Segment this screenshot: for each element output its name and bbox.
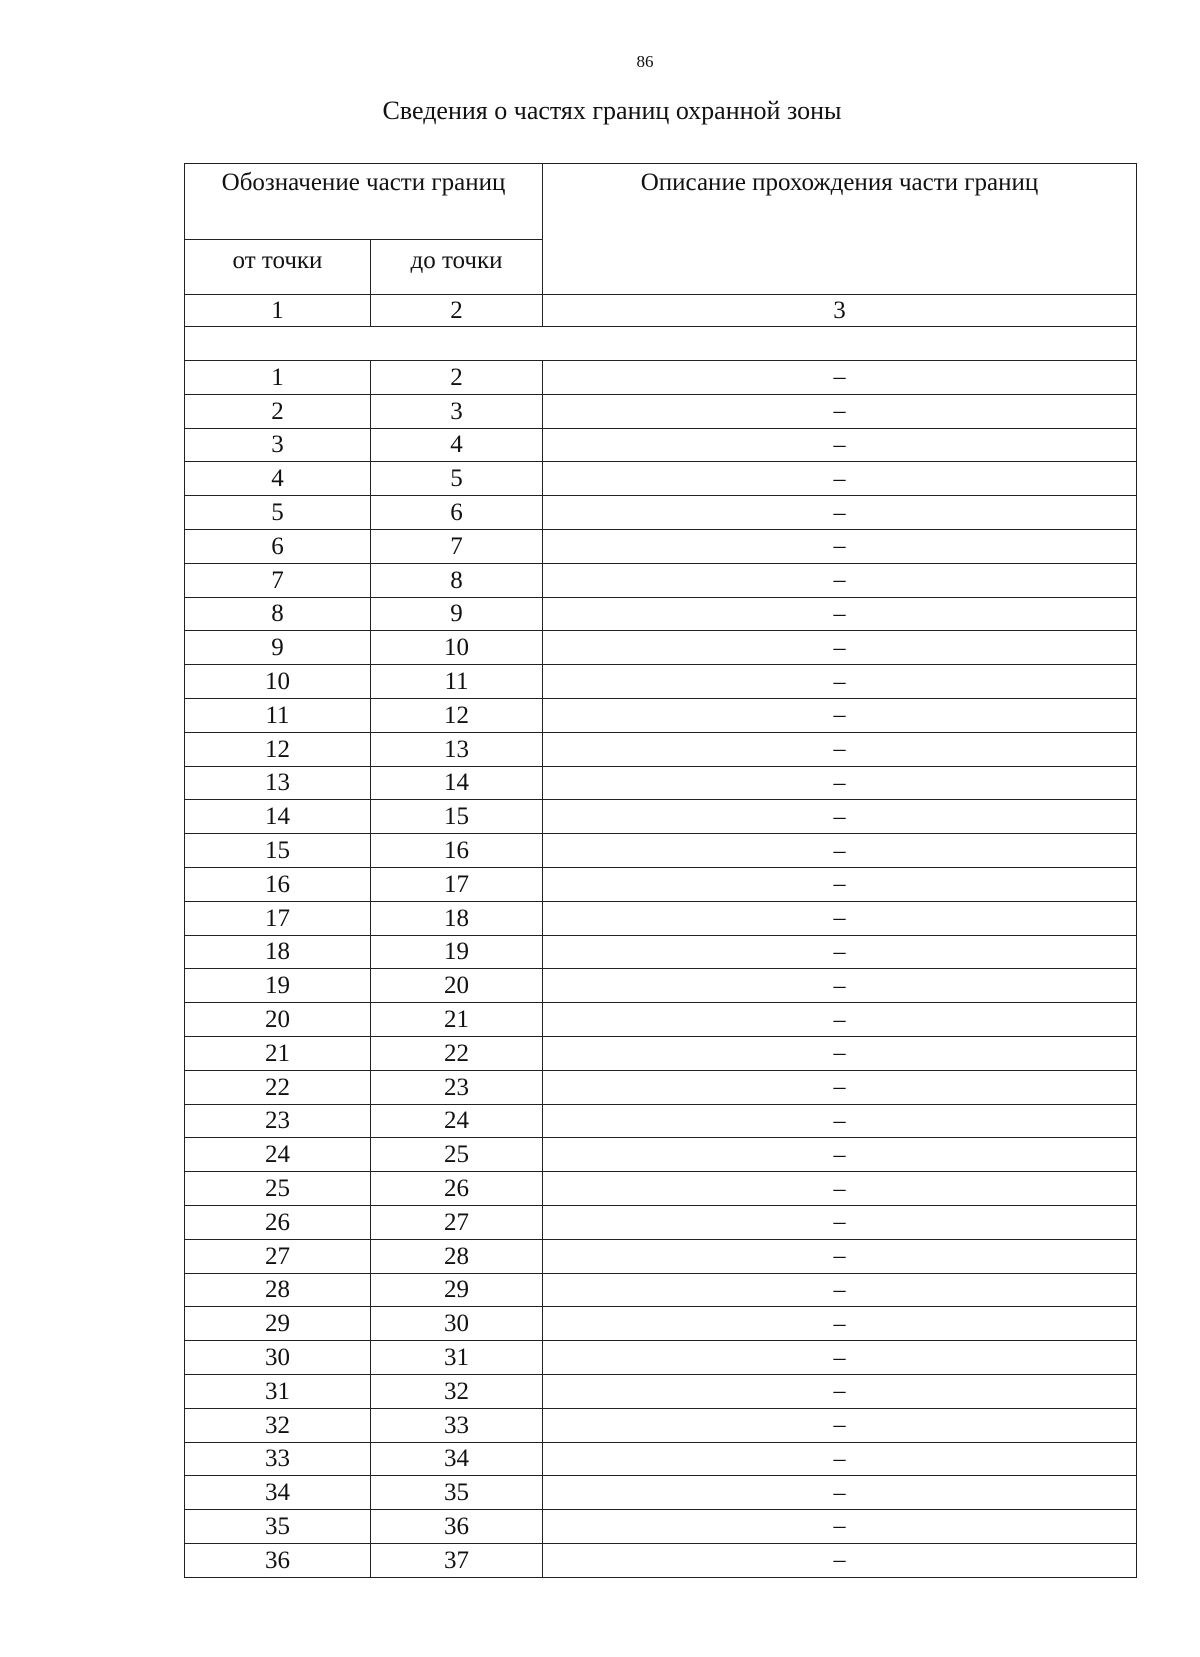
table-row [185,394,1137,428]
table-row [185,867,1137,901]
table-row [185,631,1137,665]
description-cell: – [543,1307,1137,1341]
description-cell: – [543,867,1137,901]
description-cell: – [543,901,1137,935]
from-point-cell: 33 [185,1442,371,1476]
to-point-cell: 13 [371,732,543,766]
to-point-cell: 33 [371,1408,543,1442]
to-point-cell: 11 [371,665,543,699]
table-row [185,766,1137,800]
to-point-cell: 12 [371,698,543,732]
table-row [185,1543,1137,1577]
description-cell: – [543,563,1137,597]
empty-cell [185,327,1137,361]
description-cell: – [543,496,1137,530]
to-point-cell: 28 [371,1239,543,1273]
from-point-cell: 25 [185,1172,371,1206]
from-point-cell: 16 [185,867,371,901]
table-row [185,1341,1137,1375]
table-row [185,1307,1137,1341]
to-point-cell: 37 [371,1543,543,1577]
to-point-cell: 16 [371,834,543,868]
table-row [185,1408,1137,1442]
description-cell: – [543,462,1137,496]
description-cell: – [543,1476,1137,1510]
table-header [185,164,1137,361]
from-point-cell: 27 [185,1239,371,1273]
from-point-cell: 14 [185,800,371,834]
to-point-cell: 6 [371,496,543,530]
from-point-cell: 10 [185,665,371,699]
from-point-cell: 32 [185,1408,371,1442]
header-designation: Обозначение части границ [185,164,543,240]
to-point-cell: 35 [371,1476,543,1510]
description-cell: – [543,1070,1137,1104]
column-number: 2 [371,295,543,327]
from-point-cell: 21 [185,1036,371,1070]
to-point-cell: 18 [371,901,543,935]
table-row [185,901,1137,935]
description-cell: – [543,1104,1137,1138]
table-row [185,1442,1137,1476]
to-point-cell: 15 [371,800,543,834]
to-point-cell: 22 [371,1036,543,1070]
to-point-cell: 21 [371,1003,543,1037]
to-point-cell: 25 [371,1138,543,1172]
description-cell: – [543,529,1137,563]
description-cell: – [543,732,1137,766]
from-point-cell: 1 [185,361,371,395]
from-point-cell: 4 [185,462,371,496]
description-cell: – [543,428,1137,462]
table-row [185,1205,1137,1239]
description-cell: – [543,1138,1137,1172]
to-point-cell: 27 [371,1205,543,1239]
from-point-cell: 29 [185,1307,371,1341]
table-body [185,361,1137,1578]
from-point-cell: 20 [185,1003,371,1037]
table-row [185,1273,1137,1307]
to-point-cell: 36 [371,1510,543,1544]
description-cell: – [543,1341,1137,1375]
from-point-cell: 5 [185,496,371,530]
to-point-cell: 7 [371,529,543,563]
from-point-cell: 34 [185,1476,371,1510]
from-point-cell: 15 [185,834,371,868]
description-cell: – [543,766,1137,800]
table-row [185,665,1137,699]
empty-separator-row [185,327,1137,361]
to-point-cell: 20 [371,969,543,1003]
to-point-cell: 9 [371,597,543,631]
to-point-cell: 24 [371,1104,543,1138]
table-row [185,1476,1137,1510]
table-row [185,462,1137,496]
table-row [185,428,1137,462]
from-point-cell: 22 [185,1070,371,1104]
to-point-cell: 34 [371,1442,543,1476]
header-description: Описание прохождения части границ [543,164,1137,295]
from-point-cell: 24 [185,1138,371,1172]
description-cell: – [543,631,1137,665]
description-cell: – [543,1374,1137,1408]
table-row [185,361,1137,395]
from-point-cell: 7 [185,563,371,597]
table-row [185,1239,1137,1273]
description-cell: – [543,935,1137,969]
description-cell: – [543,1205,1137,1239]
description-cell: – [543,1003,1137,1037]
table-row [185,597,1137,631]
column-number-row [185,295,1137,327]
table-row [185,563,1137,597]
page-number: 86 [636,52,654,71]
from-point-cell: 13 [185,766,371,800]
table-row [185,1172,1137,1206]
table-row [185,935,1137,969]
table-row [185,800,1137,834]
from-point-cell: 30 [185,1341,371,1375]
table-row [185,1510,1137,1544]
table-row [185,969,1137,1003]
to-point-cell: 17 [371,867,543,901]
column-number: 3 [543,295,1137,327]
header-to-point: до точки [371,240,543,295]
to-point-cell: 3 [371,394,543,428]
from-point-cell: 6 [185,529,371,563]
description-cell: – [543,1543,1137,1577]
to-point-cell: 4 [371,428,543,462]
table-row [185,496,1137,530]
from-point-cell: 35 [185,1510,371,1544]
table-row [185,1003,1137,1037]
from-point-cell: 36 [185,1543,371,1577]
to-point-cell: 23 [371,1070,543,1104]
table-row [185,834,1137,868]
from-point-cell: 18 [185,935,371,969]
description-cell: – [543,1273,1137,1307]
description-cell: – [543,1239,1137,1273]
table-row [185,1070,1137,1104]
description-cell: – [543,1036,1137,1070]
description-cell: – [543,1408,1137,1442]
to-point-cell: 31 [371,1341,543,1375]
boundary-parts-table [184,163,1137,1578]
from-point-cell: 2 [185,394,371,428]
from-point-cell: 9 [185,631,371,665]
table-row [185,1138,1137,1172]
from-point-cell: 31 [185,1374,371,1408]
from-point-cell: 28 [185,1273,371,1307]
description-cell: – [543,361,1137,395]
to-point-cell: 30 [371,1307,543,1341]
table-row [185,732,1137,766]
from-point-cell: 23 [185,1104,371,1138]
to-point-cell: 14 [371,766,543,800]
description-cell: – [543,834,1137,868]
header-row-main [185,164,1137,240]
to-point-cell: 5 [371,462,543,496]
to-point-cell: 29 [371,1273,543,1307]
from-point-cell: 8 [185,597,371,631]
table-row [185,529,1137,563]
description-cell: – [543,665,1137,699]
from-point-cell: 26 [185,1205,371,1239]
table-row [185,1104,1137,1138]
description-cell: – [543,969,1137,1003]
from-point-cell: 17 [185,901,371,935]
to-point-cell: 8 [371,563,543,597]
to-point-cell: 19 [371,935,543,969]
header-from-point: от точки [185,240,371,295]
description-cell: – [543,1172,1137,1206]
table-row [185,698,1137,732]
column-number: 1 [185,295,371,327]
to-point-cell: 2 [371,361,543,395]
table-row [185,1374,1137,1408]
description-cell: – [543,698,1137,732]
from-point-cell: 12 [185,732,371,766]
description-cell: – [543,1442,1137,1476]
to-point-cell: 26 [371,1172,543,1206]
table-row [185,1036,1137,1070]
description-cell: – [543,800,1137,834]
description-cell: – [543,597,1137,631]
description-cell: – [543,394,1137,428]
from-point-cell: 3 [185,428,371,462]
from-point-cell: 11 [185,698,371,732]
page-title: Сведения о частях границ охранной зоны [382,96,842,125]
to-point-cell: 10 [371,631,543,665]
to-point-cell: 32 [371,1374,543,1408]
description-cell: – [543,1510,1137,1544]
from-point-cell: 19 [185,969,371,1003]
